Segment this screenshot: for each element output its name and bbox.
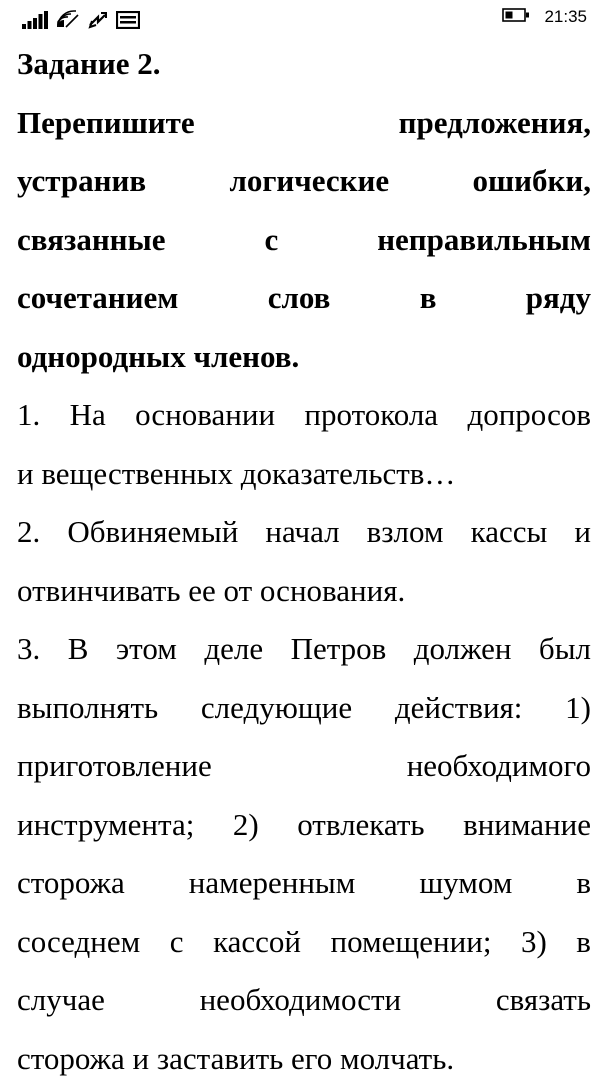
text-line — [17, 737, 591, 796]
word: в — [576, 913, 591, 972]
instruction-line — [17, 328, 591, 387]
word: Перепишите — [17, 94, 195, 153]
word: однородных членов. — [17, 328, 299, 387]
instruction-line — [17, 94, 591, 153]
word: отвлекать — [297, 796, 424, 855]
message-icon — [116, 11, 140, 29]
word: кассой — [213, 913, 301, 972]
word: связать — [496, 971, 591, 1030]
status-icons-left — [22, 7, 140, 29]
word: отвинчивать ее от основания. — [17, 562, 405, 621]
text-line — [17, 854, 591, 913]
text-line — [17, 913, 591, 972]
word: и вещественных доказательств… — [17, 445, 455, 504]
word: действия: — [395, 679, 523, 738]
word: внимание — [463, 796, 591, 855]
word: сочетанием — [17, 269, 178, 328]
word: выполнять — [17, 679, 158, 738]
status-icons-right — [502, 6, 587, 28]
word: кассы — [471, 503, 548, 562]
instruction-line — [17, 269, 591, 328]
word: в — [576, 854, 591, 913]
word: шумом — [419, 854, 512, 913]
word: неправильным — [377, 211, 591, 270]
word: начал — [265, 503, 339, 562]
word: основании — [135, 386, 275, 445]
word: помещении; — [331, 913, 492, 972]
word: сторожа — [17, 854, 125, 913]
signal-bars-icon — [22, 11, 48, 29]
word: На — [70, 386, 106, 445]
instruction-line — [17, 211, 591, 270]
word: взлом — [367, 503, 444, 562]
word: с — [264, 211, 278, 270]
word: 2. — [17, 503, 40, 562]
word: следующие — [201, 679, 352, 738]
text-line — [17, 679, 591, 738]
text-line — [17, 620, 591, 679]
status-bar — [0, 0, 607, 36]
text-line — [17, 445, 591, 504]
word: случае — [17, 971, 105, 1030]
word: 3) — [521, 913, 547, 972]
word: необходимости — [200, 971, 402, 1030]
task-content — [17, 35, 591, 1088]
word: приготовление — [17, 737, 212, 796]
word: 1. — [17, 386, 40, 445]
word: Обвиняемый — [67, 503, 238, 562]
text-line — [17, 386, 591, 445]
word: в — [420, 269, 437, 328]
wifi-icon — [56, 9, 80, 29]
word: слов — [268, 269, 331, 328]
word: и — [574, 503, 591, 562]
word: необходимого — [407, 737, 591, 796]
task-title: Задание 2. — [17, 35, 591, 94]
task-sentences — [17, 386, 591, 1088]
word: В — [68, 620, 89, 679]
data-arrows-icon — [88, 9, 108, 29]
word: намеренным — [189, 854, 356, 913]
word: 2) — [233, 796, 259, 855]
word: ошибки, — [472, 152, 591, 211]
word: сторожа и заставить его молчать. — [17, 1030, 454, 1088]
word: был — [539, 620, 591, 679]
word: протокола — [304, 386, 438, 445]
word: логические — [229, 152, 389, 211]
text-line — [17, 562, 591, 621]
text-line — [17, 503, 591, 562]
clock: 21:35 — [544, 6, 587, 28]
word: ряду — [526, 269, 591, 328]
task-instruction — [17, 94, 591, 387]
word: инструмента; — [17, 796, 194, 855]
word: допросов — [467, 386, 591, 445]
word: деле — [204, 620, 263, 679]
instruction-line — [17, 152, 591, 211]
battery-icon — [502, 8, 530, 27]
word: Петров — [291, 620, 387, 679]
word: устранив — [17, 152, 146, 211]
word: предложения, — [399, 94, 591, 153]
word: соседнем — [17, 913, 140, 972]
word: должен — [414, 620, 512, 679]
word: 1) — [565, 679, 591, 738]
text-line — [17, 971, 591, 1030]
word: с — [170, 913, 184, 972]
word: 3. — [17, 620, 40, 679]
text-line — [17, 796, 591, 855]
text-line — [17, 1030, 591, 1088]
word: связанные — [17, 211, 166, 270]
word: этом — [116, 620, 177, 679]
